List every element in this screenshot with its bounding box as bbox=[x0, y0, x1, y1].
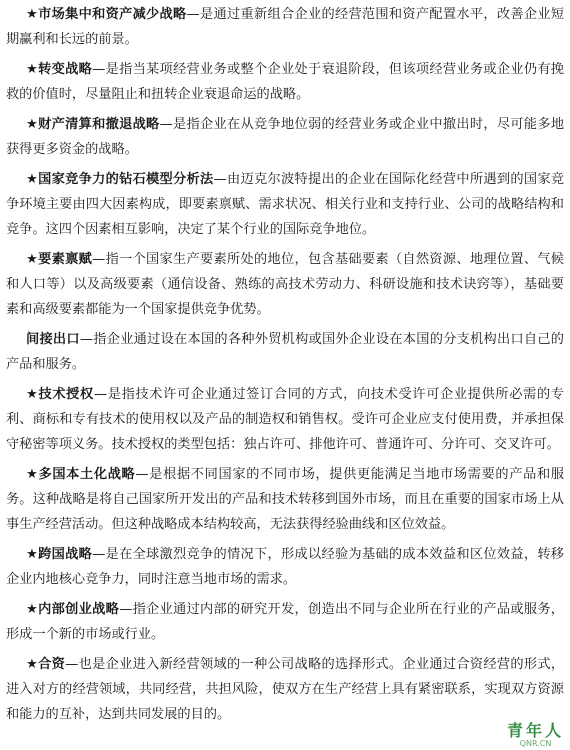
site-watermark-logo bbox=[507, 723, 564, 748]
paragraph-turnaround bbox=[6, 57, 564, 107]
term-definition: —指企业通过内部的研究开发，创造出不同与企业所在行业的产品或服务，形成一个新的市场或行业。 bbox=[6, 602, 564, 642]
term-label: ★内部创业战略 bbox=[26, 602, 120, 617]
paragraph-factor-endowment bbox=[6, 247, 564, 322]
watermark-sub-text: QNR.CN bbox=[519, 739, 552, 748]
paragraph-liquidation bbox=[6, 112, 564, 162]
term-label: ★多国本土化战略 bbox=[26, 467, 136, 482]
term-definition: —指一个国家生产要素所处的地位，包含基础要素（自然资源、地理位置、气候和人口等）以及高级要素（通信设备、熟练的高技术劳动力、科研设施和技术诀窍等），基础要素和高级要素都能为一个国家提供竞争优势。 bbox=[6, 252, 564, 317]
term-definition: —由迈克尔波特提出的企业在国际化经营中所遇到的国家竞争环境主要由四大因素构成，即要素禀赋、需求状况、相关行业和支持行业、公司的战略结构和竞争。这四个因素相互影响，决定了某个行业的国际竞争地位。 bbox=[6, 172, 565, 237]
paragraph-indirect-export bbox=[6, 327, 564, 377]
paragraph-joint-venture bbox=[6, 652, 564, 727]
paragraph-diamond-model bbox=[6, 167, 564, 242]
term-definition: —是指技术许可企业通过签订合同的方式，向技术受许可企业提供所必需的专利、商标和专有技术的使用权以及产品的制造权和销售权。受许可企业应支付使用费，并承担保守秘密等项义务。技术授权的类型包括：独占许可、排他许可、普通许可、分许可、交叉许可。 bbox=[6, 387, 564, 452]
term-label: ★财产清算和撤退战略 bbox=[26, 117, 160, 132]
term-label: ★技术授权 bbox=[26, 387, 94, 402]
term-definition: —指企业通过设在本国的各种外贸机构或国外企业设在本国的分支机构出口自己的产品和服务。 bbox=[6, 332, 564, 372]
term-label: ★合资 bbox=[26, 657, 66, 672]
term-definition: —是根据不同国家的不同市场，提供更能满足当地市场需要的产品和服务。这种战略是将自己国家所开发出的产品和技术转移到国外市场，而且在重要的国家市场上从事生产经营活动。但这种战略成本结构较高，无法获得经验曲线和区位效益。 bbox=[6, 467, 565, 532]
term-label: ★转变战略 bbox=[26, 62, 93, 77]
paragraph-market-concentration bbox=[6, 2, 564, 52]
paragraph-multidomestic bbox=[6, 462, 564, 537]
term-definition: —是指当某项经营业务或整个企业处于衰退阶段，但该项经营业务或企业仍有挽救的价值时，尽量阻止和扭转企业衰退命运的战略。 bbox=[6, 62, 564, 102]
term-label: ★国家竞争力的钻石模型分析法 bbox=[26, 172, 214, 187]
term-definition: —是在全球激烈竞争的情况下，形成以经验为基础的成本效益和区位效益，转移企业内地核心竞争力，同时注意当地市场的需求。 bbox=[6, 547, 564, 587]
paragraph-transnational bbox=[6, 542, 564, 592]
term-label: ★要素禀赋 bbox=[26, 252, 93, 267]
term-definition: —也是企业进入新经营领域的一种公司战略的选择形式。企业通过合资经营的形式，进入对方的经营领域，共同经营，共担风险，使双方在生产经营上具有紧密联系，实现双方资源和能力的互补，达到共同发展的目的。 bbox=[6, 657, 565, 722]
watermark-main-text: 青年人 bbox=[506, 721, 564, 740]
term-label: 间接出口 bbox=[26, 332, 80, 347]
term-label: ★市场集中和资产减少战略 bbox=[26, 7, 187, 22]
paragraph-internal-venture bbox=[6, 597, 564, 647]
term-definition: —是指企业在从竞争地位弱的经营业务或企业中撤出时，尽可能多地获得更多资金的战略。 bbox=[6, 117, 565, 157]
term-definition: —是通过重新组合企业的经营范围和资产配置水平，改善企业短期赢利和长远的前景。 bbox=[6, 7, 565, 47]
paragraph-licensing bbox=[6, 382, 564, 457]
term-label: ★跨国战略 bbox=[26, 547, 93, 562]
